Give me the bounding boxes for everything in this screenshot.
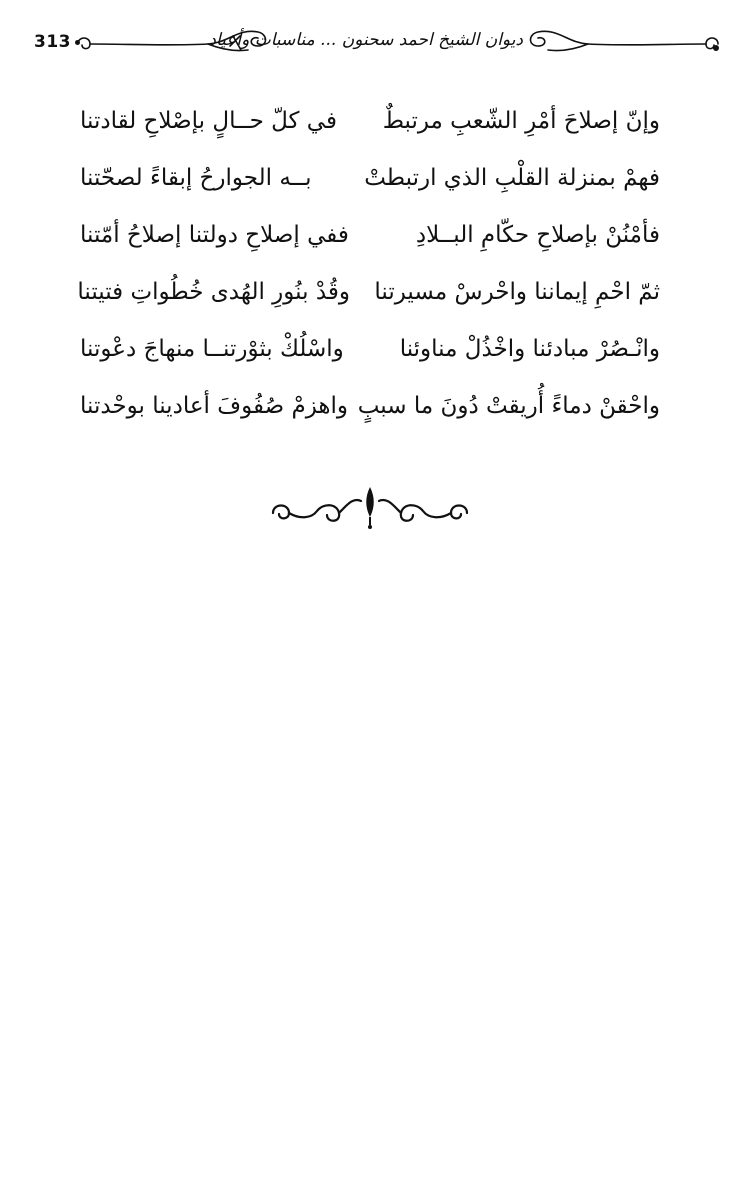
poem-body — [77, 100, 660, 442]
verse-first-hemistich: ثمّ احْمِ إيماننا واحْرسْ مسيرتنا — [374, 279, 660, 305]
verse-second-hemistich: بــه الجوارحُ إبقاءً لصحّتنا — [80, 165, 312, 191]
page-header — [28, 22, 728, 72]
verse-first-hemistich: واحْقنْ دماءً أُريقتْ دُونَ ما سببٍ — [357, 393, 660, 419]
running-head-title: ديوان الشيخ احمد سحنون ... مناسبات وأعياد — [208, 30, 523, 50]
verse-first-hemistich: فهمْ بمنزلة القلْبِ الذي ارتبطتْ — [364, 165, 660, 191]
verse-first-hemistich: وإنّ إصلاحَ أمْرِ الشّعبِ مرتبطٌ — [382, 108, 660, 134]
page-number: 313 — [34, 32, 80, 52]
verse-6 — [80, 385, 660, 442]
verse-second-hemistich: ففي إصلاحِ دولتنا إصلاحُ أمّتنا — [80, 222, 349, 248]
verse-4 — [77, 271, 660, 328]
verse-5 — [80, 328, 660, 385]
verse-first-hemistich: وانْـصُرْ مبادئنا واخْذُلْ مناوئنا — [399, 336, 660, 362]
verse-second-hemistich: في كلّ حــالٍ بإصْلاحِ لقادتنا — [80, 108, 337, 134]
end-flourish-ornament — [265, 483, 475, 533]
verse-2 — [80, 157, 660, 214]
header-right-dot — [713, 45, 719, 51]
verse-second-hemistich: وقُدْ بنُورِ الهُدى خُطُواتِ فتيتنا — [77, 279, 350, 305]
verse-3 — [80, 214, 660, 271]
verse-second-hemistich: واسْلُكْ بثوْرتنــا منهاجَ دعْوتنا — [80, 336, 344, 362]
verse-1 — [80, 100, 660, 157]
verse-first-hemistich: فأمْنُنْ بإصلاحِ حكّامِ البــلادِ — [415, 222, 660, 248]
verse-second-hemistich: واهزمْ صُفُوفَ أعادينا بوحْدتنا — [80, 393, 349, 419]
